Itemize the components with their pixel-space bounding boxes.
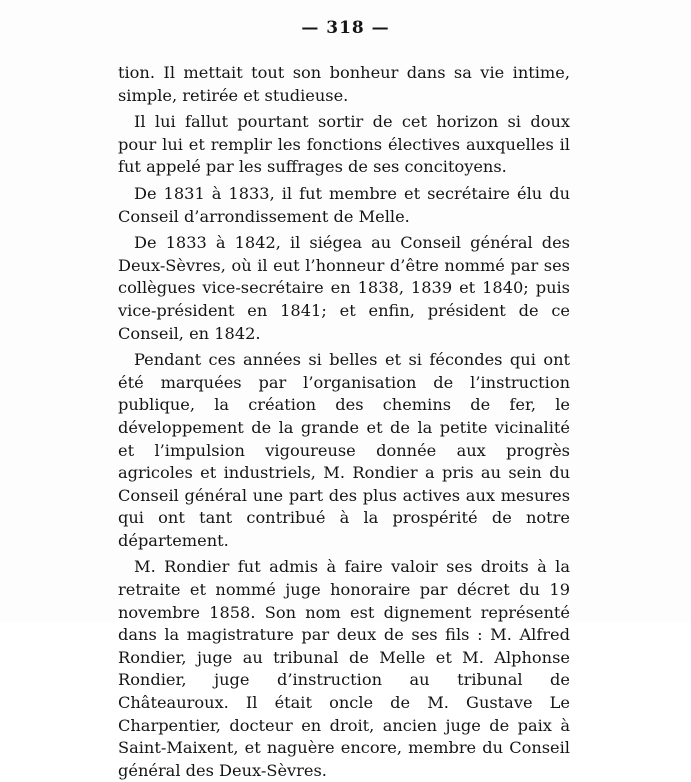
body-text xyxy=(118,62,570,782)
paragraph: De 1831 à 1833, il fut membre et secrétaire élu du Conseil d’arrondissement de Melle. xyxy=(118,183,570,226)
paragraph-continued: tion. Il mettait tout son bonheur dans sa vie intime, simple, retirée et studieuse. xyxy=(118,63,570,105)
paragraph: Pendant ces années si belles et si fécondes qui ont été marquées par l’organisation de l’instruction publique, la création des chemins de fer, le développement de la grande et de la petite vicinalité et l’impulsion vigoureuse donnée aux progrès agricoles et industriels, M. Rondier a pris au sein du Conseil général une part des plus actives aux mesures qui ont tant contribué à la prospérité de notre département. xyxy=(118,350,570,550)
paragraph: M. Rondier fut admis à faire valoir ses droits à la retraite et nommé juge honoraire par décret du 19 novembre 1858. Son nom est dignement représenté dans la magistrature par deux de ses fils : M. Alfred Rondier, juge au tribunal de Melle et M. Alphonse Rondier, juge d’instruction au tribunal de Châteauroux. Il était oncle de M. Gustave Le Charpentier, docteur en droit, ancien juge de paix à Saint-Maixent, et naguère encore, membre du Conseil général des Deux-Sèvres. xyxy=(118,557,570,780)
page-number: — 318 — xyxy=(301,18,390,38)
paragraph: Il lui fallut pourtant sortir de cet horizon si doux pour lui et remplir les fonctions électives auxquelles il fut appelé par les suffrages de ses concitoyens. xyxy=(118,112,570,177)
paragraph: De 1833 à 1842, il siégea au Conseil général des Deux-Sèvres, où il eut l’honneur d’être nommé par ses collègues vice-secrétaire en 1838, 1839 et 1840; puis vice-président en 1841; et enfin, président de ce Conseil, en 1842. xyxy=(118,233,570,343)
